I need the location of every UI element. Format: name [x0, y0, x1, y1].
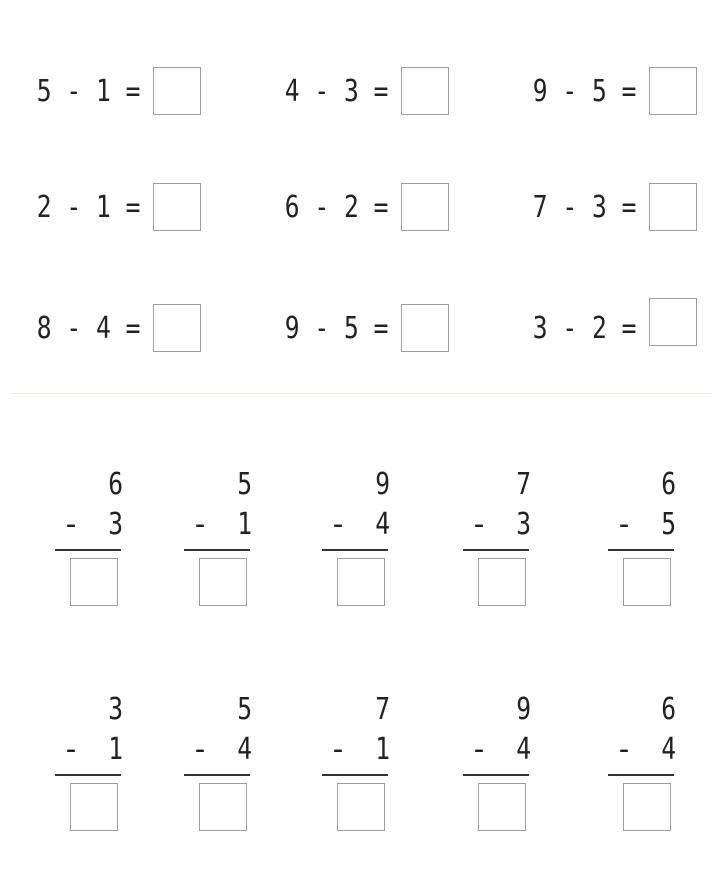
- subtrahend: 1: [237, 507, 252, 542]
- minuend: 5: [237, 692, 252, 727]
- answer-box[interactable]: [623, 558, 671, 606]
- minus-sign: -: [614, 507, 634, 542]
- answer-box[interactable]: [199, 558, 247, 606]
- minuend: 9: [375, 467, 390, 502]
- sum-line: [55, 774, 121, 776]
- subtrahend: 3: [108, 507, 123, 542]
- minus-sign: -: [190, 732, 210, 767]
- answer-box[interactable]: [153, 183, 201, 231]
- equation-expression: 4 - 3 =: [284, 74, 388, 109]
- answer-box[interactable]: [623, 783, 671, 831]
- subtrahend: 1: [108, 732, 123, 767]
- minus-sign: -: [469, 732, 489, 767]
- answer-box[interactable]: [649, 67, 697, 115]
- answer-box[interactable]: [337, 558, 385, 606]
- minus-sign: -: [328, 507, 348, 542]
- minuend: 7: [516, 467, 531, 502]
- vertical-problem: [608, 465, 688, 635]
- vertical-problem: [184, 690, 264, 860]
- vertical-problem: [322, 690, 402, 860]
- answer-box[interactable]: [199, 783, 247, 831]
- sum-line: [322, 549, 388, 551]
- equation-expression: 9 - 5 =: [532, 74, 636, 109]
- horizontal-row: [0, 304, 725, 354]
- subtrahend: 4: [237, 732, 252, 767]
- answer-box[interactable]: [153, 67, 201, 115]
- answer-box[interactable]: [649, 298, 697, 346]
- answer-box[interactable]: [337, 783, 385, 831]
- answer-box[interactable]: [70, 558, 118, 606]
- answer-box[interactable]: [70, 783, 118, 831]
- subtrahend: 1: [375, 732, 390, 767]
- subtrahend: 4: [661, 732, 676, 767]
- answer-box[interactable]: [401, 183, 449, 231]
- equation-expression: 9 - 5 =: [284, 311, 388, 346]
- minuend: 5: [237, 467, 252, 502]
- equation-expression: 7 - 3 =: [532, 190, 636, 225]
- minuend: 3: [108, 692, 123, 727]
- equation-expression: 3 - 2 =: [532, 311, 636, 346]
- vertical-problem: [608, 690, 688, 860]
- minus-sign: -: [469, 507, 489, 542]
- vertical-problem: [322, 465, 402, 635]
- minus-sign: -: [614, 732, 634, 767]
- answer-box[interactable]: [401, 304, 449, 352]
- minus-sign: -: [328, 732, 348, 767]
- sum-line: [463, 774, 529, 776]
- subtrahend: 3: [516, 507, 531, 542]
- sum-line: [184, 549, 250, 551]
- horizontal-row: [0, 67, 725, 117]
- answer-box[interactable]: [401, 67, 449, 115]
- minuend: 6: [108, 467, 123, 502]
- vertical-problem: [184, 465, 264, 635]
- minus-sign: -: [190, 507, 210, 542]
- equation-expression: 2 - 1 =: [36, 190, 140, 225]
- subtrahend: 4: [375, 507, 390, 542]
- vertical-problem: [55, 690, 135, 860]
- sum-line: [55, 549, 121, 551]
- horizontal-row: [0, 183, 725, 233]
- answer-box[interactable]: [478, 783, 526, 831]
- vertical-problem: [463, 690, 543, 860]
- subtrahend: 5: [661, 507, 676, 542]
- vertical-problem: [463, 465, 543, 635]
- minus-sign: -: [61, 507, 81, 542]
- answer-box[interactable]: [649, 183, 697, 231]
- minuend: 6: [661, 467, 676, 502]
- section-divider: [12, 393, 712, 394]
- sum-line: [322, 774, 388, 776]
- sum-line: [463, 549, 529, 551]
- subtrahend: 4: [516, 732, 531, 767]
- equation-expression: 5 - 1 =: [36, 74, 140, 109]
- sum-line: [608, 774, 674, 776]
- answer-box[interactable]: [153, 304, 201, 352]
- sum-line: [608, 549, 674, 551]
- answer-box[interactable]: [478, 558, 526, 606]
- sum-line: [184, 774, 250, 776]
- minuend: 9: [516, 692, 531, 727]
- minus-sign: -: [61, 732, 81, 767]
- equation-expression: 6 - 2 =: [284, 190, 388, 225]
- equation-expression: 8 - 4 =: [36, 311, 140, 346]
- minuend: 6: [661, 692, 676, 727]
- minuend: 7: [375, 692, 390, 727]
- vertical-problem: [55, 465, 135, 635]
